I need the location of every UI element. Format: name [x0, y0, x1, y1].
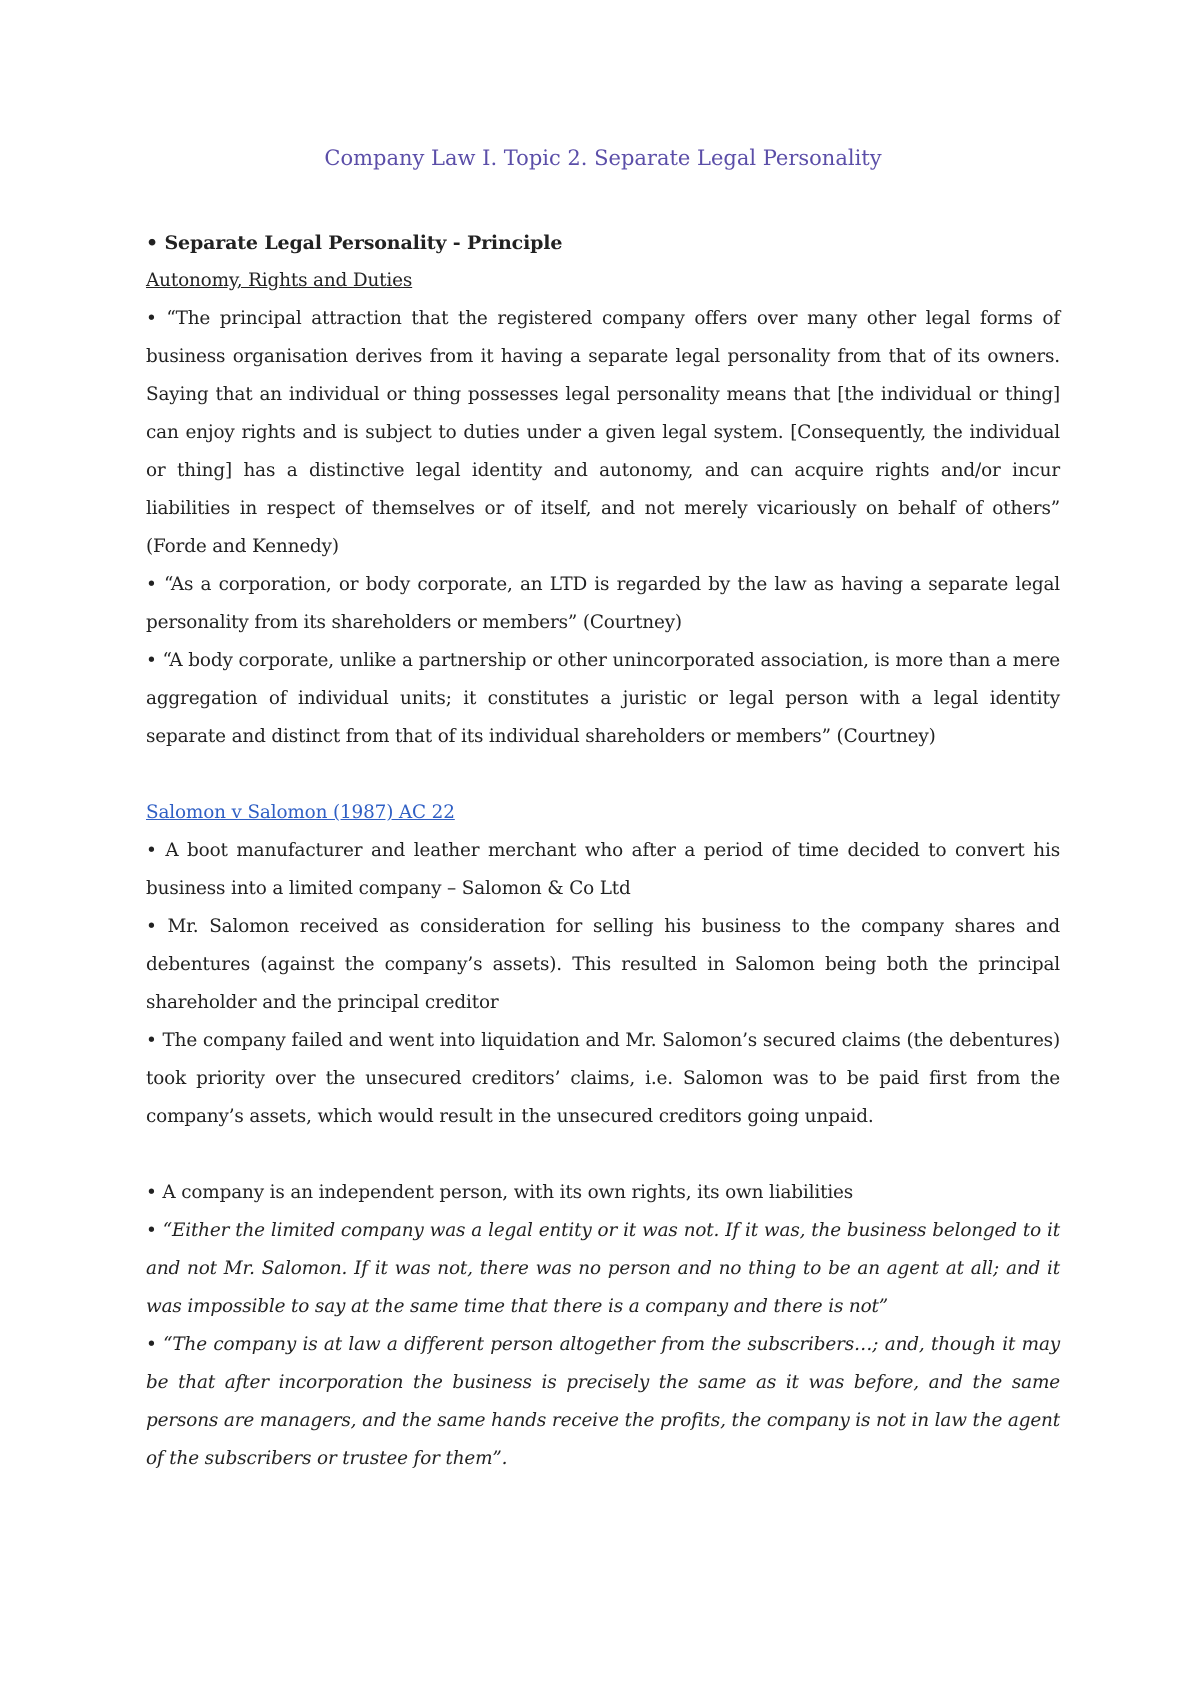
holding-text: A company is an independent person, with its own rights, its own liabilities — [162, 1182, 854, 1203]
quote-text-2: “The company is at law a different person altogether from the subscribers…; and, though it may be that after incorporation the business is precisely the same as it was before, and the same persons are managers, and the same hands receive the profits, the company is not in law the agent of the subscribers or trustee for them”. — [146, 1334, 1061, 1469]
document-title: Company Law I. Topic 2. Separate Legal Personality — [324, 146, 882, 170]
case-text-1: A boot manufacturer and leather merchant who after a period of time decided to convert his business into a limited company – Salomon & Co Ltd — [146, 840, 1060, 899]
spacer — [146, 756, 1060, 794]
spacer — [146, 1136, 1060, 1174]
bullet-icon: • — [146, 1182, 157, 1203]
case-text-2: Mr. Salomon received as consideration for selling his business to the company shares and debentures (against the company’s assets). This resulted in Salomon being both the principal shareholder and the principal creditor — [146, 916, 1060, 1013]
case-paragraph-3 — [146, 1022, 1060, 1136]
principle-paragraph-1 — [146, 300, 1060, 566]
section-heading — [146, 224, 1060, 262]
bullet-icon: • — [146, 308, 157, 329]
bullet-icon: • — [146, 1334, 157, 1355]
principle-text-1: “The principal attraction that the registered company offers over many other legal forms of business organisation derives from it having a separate legal personality from that of its owners. Saying that an individual or thing possesses legal personality means that [the individual or thing] can enjoy rights and is subject to duties under a given legal system. [Consequently, the individual or thing] has a distinctive legal identity and autonomy, and can acquire rights and/or incur liabilities in respect of themselves or of itself, and not merely vicariously on behalf of others” (Forde and Kennedy) — [146, 308, 1060, 557]
principle-text-2: “As a corporation, or body corporate, an LTD is regarded by the law as having a separate legal personality from its shareholders or members” (Courtney) — [146, 574, 1060, 633]
bullet-icon: • — [146, 650, 157, 671]
bullet-icon: • — [146, 574, 157, 595]
quote-paragraph-1 — [146, 1212, 1060, 1326]
subheading-line — [146, 262, 1060, 300]
holding-paragraph — [146, 1174, 1060, 1212]
principle-paragraph-3 — [146, 642, 1060, 756]
principle-paragraph-2 — [146, 566, 1060, 642]
bullet-icon: • — [146, 916, 157, 937]
case-paragraph-1 — [146, 832, 1060, 908]
document-body — [146, 224, 1060, 1478]
case-link[interactable]: Salomon v Salomon (1987) AC 22 — [146, 802, 455, 823]
quote-paragraph-2 — [146, 1326, 1060, 1478]
bullet-icon: • — [146, 1220, 157, 1241]
section-heading-text: Separate Legal Personality - Principle — [164, 232, 563, 254]
bullet-icon: • — [146, 232, 158, 254]
case-paragraph-2 — [146, 908, 1060, 1022]
subheading: Autonomy, Rights and Duties — [146, 270, 413, 291]
principle-text-3: “A body corporate, unlike a partnership or other unincorporated association, is more than a mere aggregation of individual units; it constitutes a juristic or legal person with a legal identity separate and distinct from that of its individual shareholders or members” (Courtney) — [146, 650, 1060, 747]
case-text-3: The company failed and went into liquidation and Mr. Salomon’s secured claims (the debentures) took priority over the unsecured creditors’ claims, i.e. Salomon was to be paid first from the company’s assets, which would result in the unsecured creditors going unpaid. — [146, 1030, 1060, 1127]
case-link-line — [146, 794, 1060, 832]
bullet-icon: • — [146, 1030, 157, 1051]
bullet-icon: • — [146, 840, 157, 861]
quote-text-1: “Either the limited company was a legal entity or it was not. If it was, the business belonged to it and not Mr. Salomon. If it was not, there was no person and no thing to be an agent at all; and it was impossible to say at the same time that there is a company and there is not” — [146, 1220, 1060, 1317]
